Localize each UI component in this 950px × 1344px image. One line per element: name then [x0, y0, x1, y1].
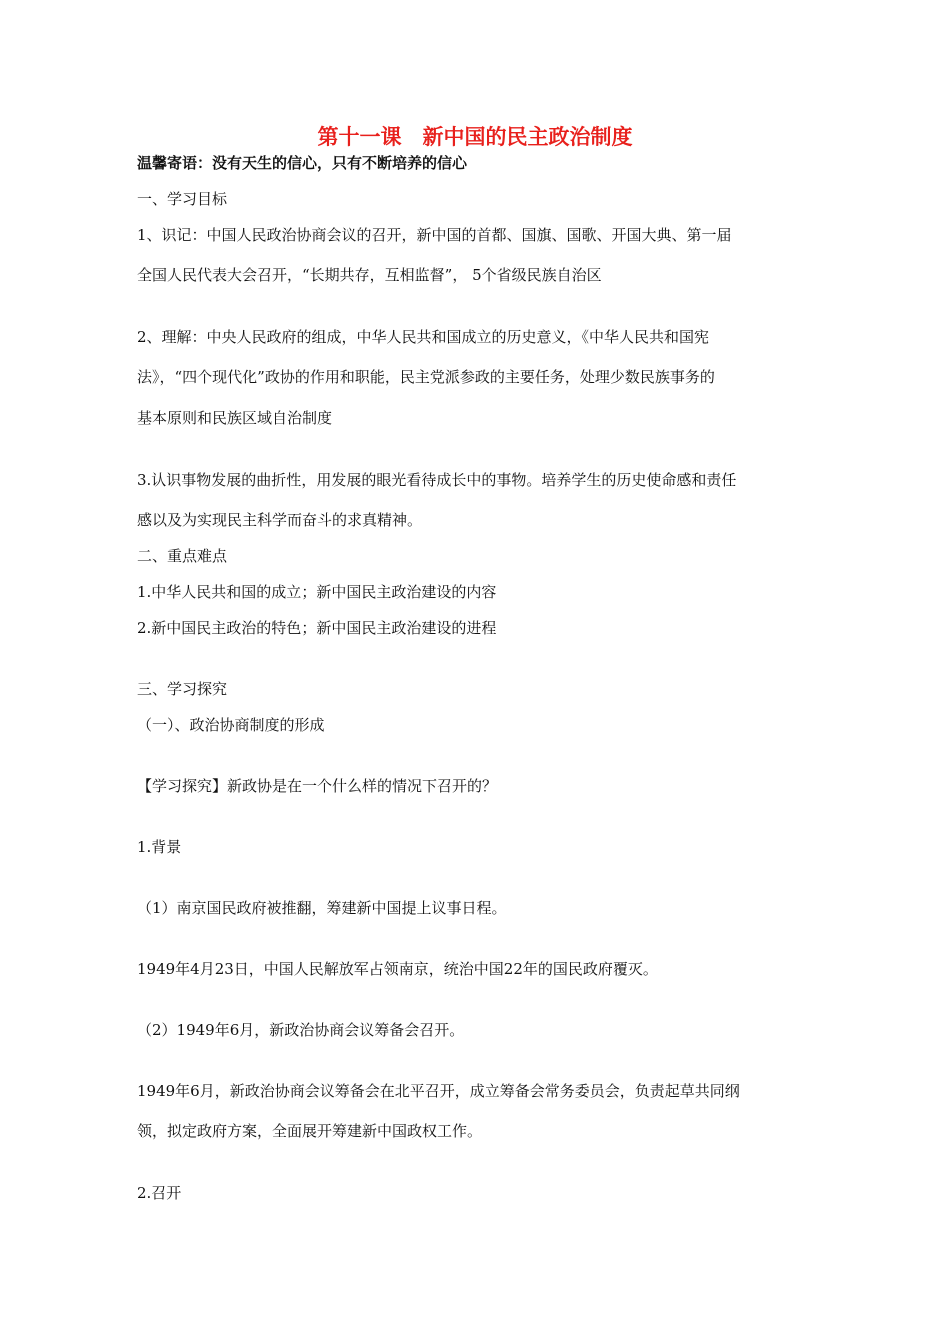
key-point-1: 1.中华人民共和国的成立；新中国民主政治建设的内容	[137, 583, 497, 601]
inquiry-question: 【学习探究】新政协是在一个什么样的情况下召开的？	[137, 777, 498, 795]
background-item-1: （1）南京国民政府被推翻，筹建新中国提上议事日程。	[137, 899, 507, 917]
background-heading: 1.背景	[137, 838, 182, 856]
goal-1-line-2: 全国人民代表大会召开，“长期共存，互相监督”， 5个省级民族自治区	[137, 266, 602, 284]
subsection-heading: （一）、政治协商制度的形成	[137, 716, 325, 734]
section-heading-inquiry: 三、学习探究	[137, 680, 228, 698]
page-title: 第十一课 新中国的民主政治制度	[317, 124, 633, 149]
key-point-2: 2.新中国民主政治的特色；新中国民主政治建设的进程	[137, 619, 497, 637]
goal-1-line-1: 1、识记：中国人民政治协商会议的召开，新中国的首都、国旗、国歌、开国大典、第一届	[137, 226, 732, 244]
background-item-1-text: 1949年4月23日，中国人民解放军占领南京，统治中国22年的国民政府覆灭。	[137, 960, 658, 978]
goal-2-line-3: 基本原则和民族区域自治制度	[137, 409, 333, 427]
background-item-2-text-line-2: 领，拟定政府方案，全面展开筹建新中国政权工作。	[137, 1122, 483, 1140]
convening-heading: 2.召开	[137, 1184, 182, 1202]
goal-3-line-1: 3.认识事物发展的曲折性，用发展的眼光看待成长中的事物。培养学生的历史使命感和责任	[137, 471, 737, 489]
section-heading-key-points: 二、重点难点	[137, 547, 228, 565]
motto: 温馨寄语：没有天生的信心，只有不断培养的信心	[137, 154, 468, 172]
background-item-2-text-line-1: 1949年6月，新政治协商会议筹备会在北平召开，成立筹备会常务委员会，负责起草共同纲	[137, 1082, 740, 1100]
goal-3-line-2: 感以及为实现民主科学而奋斗的求真精神。	[137, 511, 423, 529]
section-heading-goals: 一、学习目标	[137, 190, 228, 208]
background-item-2: （2）1949年6月，新政治协商会议筹备会召开。	[137, 1021, 465, 1039]
goal-2-line-2: 法》，“四个现代化”政协的作用和职能，民主党派参政的主要任务，处理少数民族事务的	[137, 368, 715, 386]
goal-2-line-1: 2、理解：中央人民政府的组成，中华人民共和国成立的历史意义，《中华人民共和国宪	[137, 328, 710, 346]
